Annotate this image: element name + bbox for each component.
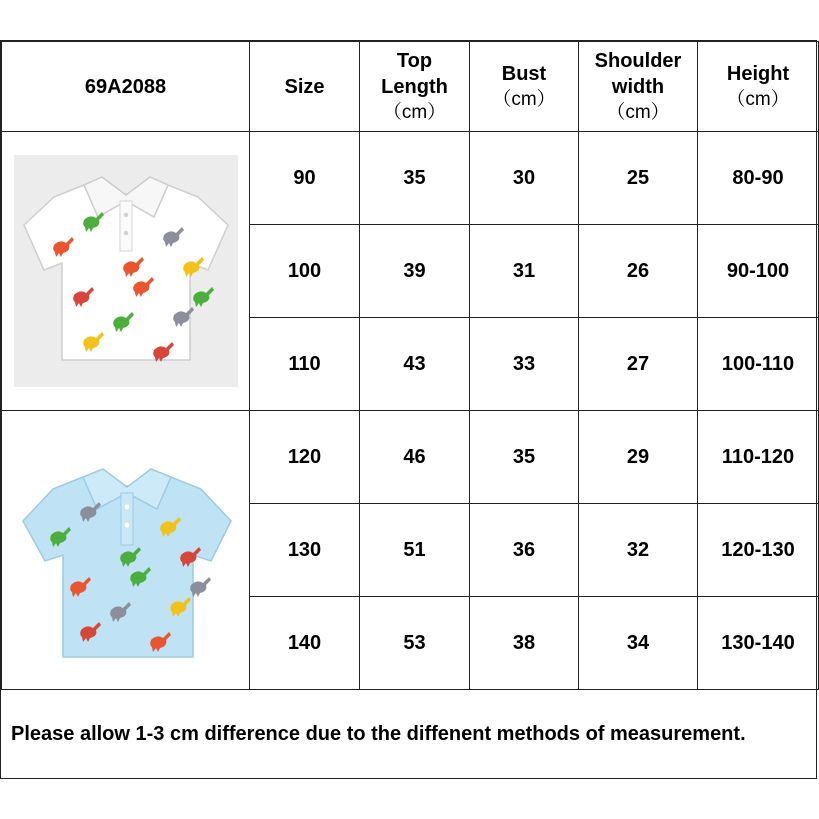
top-length-cell: 35 [360, 132, 470, 225]
size-cell: 140 [250, 597, 360, 690]
bust-cell: 35 [470, 411, 579, 504]
header-model: 69A2088 [2, 42, 250, 132]
height-cell: 120-130 [698, 504, 819, 597]
top-length-cell: 43 [360, 318, 470, 411]
height-cell: 130-140 [698, 597, 819, 690]
bust-cell: 38 [470, 597, 579, 690]
shoulder-width-cell: 25 [579, 132, 698, 225]
shoulder-width-cell: 29 [579, 411, 698, 504]
top-length-cell: 51 [360, 504, 470, 597]
top-length-cell: 39 [360, 225, 470, 318]
white-dinosaur-polo-shirt-image [14, 155, 238, 387]
header-size: Size [250, 42, 360, 132]
size-table [1, 41, 819, 690]
height-cell: 80-90 [698, 132, 819, 225]
white-shirt-cell [2, 132, 250, 411]
size-chart [0, 40, 817, 779]
header-row [2, 42, 819, 132]
top-length-cell: 53 [360, 597, 470, 690]
header-bust: Bust （cm） [470, 42, 579, 132]
height-cell: 100-110 [698, 318, 819, 411]
bust-cell: 30 [470, 132, 579, 225]
size-cell: 130 [250, 504, 360, 597]
measurement-note: Please allow 1-3 cm difference due to the diffenent methods of measurement. [11, 723, 746, 745]
table-row [2, 132, 819, 225]
header-height: Height （cm） [698, 42, 819, 132]
height-cell: 90-100 [698, 225, 819, 318]
header-top-length: Top Length （cm） [360, 42, 470, 132]
bust-cell: 33 [470, 318, 579, 411]
blue-dinosaur-polo-shirt-image [11, 429, 241, 671]
shoulder-width-cell: 26 [579, 225, 698, 318]
blue-shirt-cell [2, 411, 250, 690]
height-cell: 110-120 [698, 411, 819, 504]
shoulder-width-cell: 34 [579, 597, 698, 690]
size-cell: 120 [250, 411, 360, 504]
size-cell: 100 [250, 225, 360, 318]
header-shoulder-width: Shoulder width （cm） [579, 42, 698, 132]
size-cell: 90 [250, 132, 360, 225]
shoulder-width-cell: 32 [579, 504, 698, 597]
top-length-cell: 46 [360, 411, 470, 504]
bust-cell: 31 [470, 225, 579, 318]
table-row [2, 411, 819, 504]
shoulder-width-cell: 27 [579, 318, 698, 411]
size-cell: 110 [250, 318, 360, 411]
bust-cell: 36 [470, 504, 579, 597]
